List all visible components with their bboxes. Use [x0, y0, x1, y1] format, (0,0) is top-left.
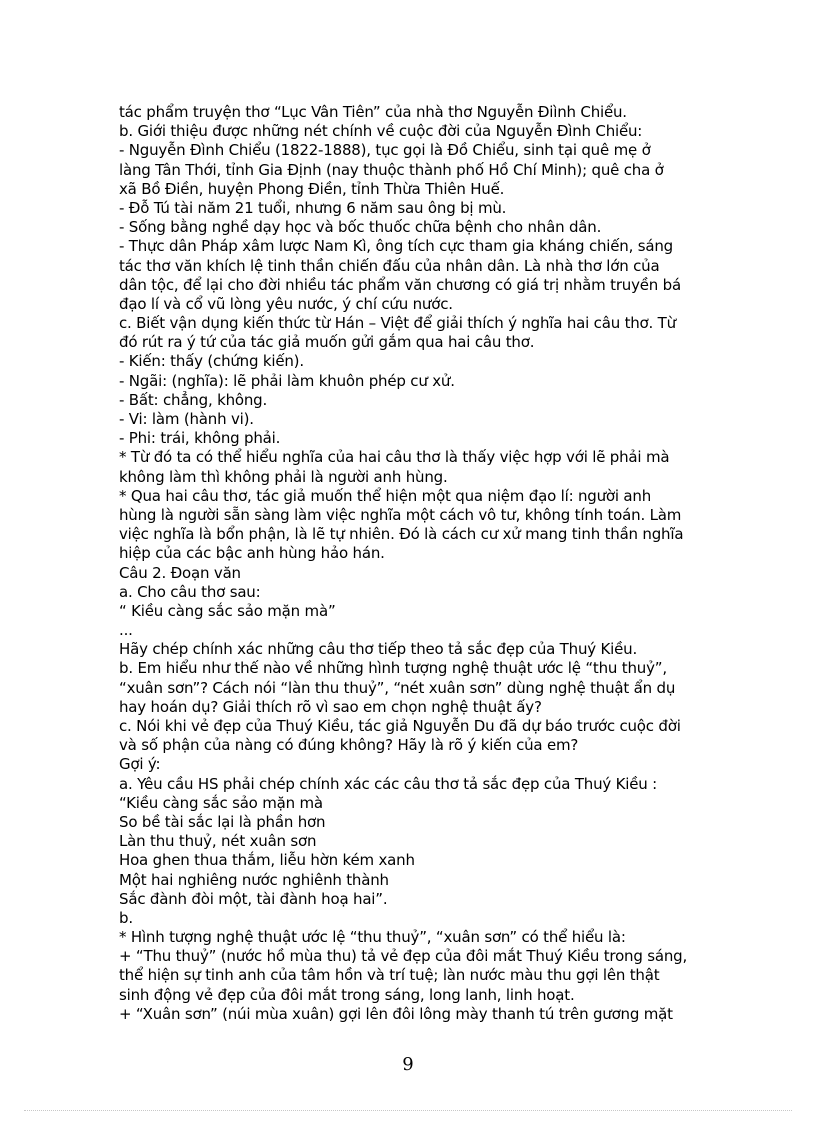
text-line: b. Em hiểu như thế nào về những hình tượng nghệ thuật ước lệ “thu thuỷ”, — [119, 659, 667, 678]
page-number: 9 — [402, 1054, 414, 1075]
text-line: hùng là người sẵn sàng làm việc nghĩa một cách vô tư, không tính toán. Làm — [119, 505, 682, 524]
body-text — [119, 103, 719, 1024]
text-line: - Sống bằng nghề dạy học và bốc thuốc chữa bệnh cho nhân dân. — [119, 218, 602, 237]
text-line: - Ngãi: (nghĩa): lẽ phải làm khuôn phép cư xử. — [119, 371, 455, 390]
text-line: và số phận của nàng có đúng không? Hãy là rõ ý kiến của em? — [119, 736, 579, 755]
text-line: b. Giới thiệu được những nét chính về cuộc đời của Nguyễn Đình Chiểu: — [119, 122, 643, 141]
text-line: Một hai nghiêng nước nghiênh thành — [119, 870, 389, 889]
text-line: Câu 2. Đoạn văn — [119, 563, 241, 582]
text-line: c. Nói khi vẻ đẹp của Thuý Kiều, tác giả Nguyễn Du đã dự báo trước cuộc đời — [119, 717, 681, 735]
text-line: đạo lí và cổ vũ lòng yêu nước, ý chí cứu nước. — [119, 294, 453, 313]
text-line: - Vi: làm (hành vi). — [119, 410, 254, 428]
text-line: a. Yêu cầu HS phải chép chính xác các câu thơ tả sắc đẹp của Thuý Kiều : — [119, 774, 658, 793]
text-line: thể hiện sự tinh anh của tâm hồn và trí tuệ; làn nước màu thu gợi lên thật — [119, 966, 660, 985]
text-line: So bề tài sắc lại là phần hơn — [119, 812, 326, 831]
text-line: xã Bồ Điền, huyện Phong Điền, tỉnh Thừa Thiên Huế. — [119, 179, 505, 198]
text-line: - Thực dân Pháp xâm lược Nam Kì, ông tích cực tham gia kháng chiến, sáng — [119, 237, 673, 256]
text-line: tác phẩm truyện thơ “Lục Vân Tiên” của nhà thơ Nguyễn Điình Chiểu. — [119, 103, 627, 121]
text-line: không làm thì không phải là người anh hùng. — [119, 467, 448, 486]
text-line: dân tộc, để lại cho đời nhiều tác phẩm văn chương có giá trị nhằm truyền bá — [119, 275, 681, 294]
text-line: “xuân sơn”? Cách nói “làn thu thuỷ”, “nét xuân sơn” dùng nghệ thuật ẩn dụ — [119, 678, 676, 697]
text-line: “Kiều càng sắc sảo mặn mà — [119, 793, 323, 812]
text-line: làng Tân Thới, tỉnh Gia Định (nay thuộc thành phố Hồ Chí Minh); quê cha ở — [119, 160, 664, 179]
text-line: đó rút ra ý tứ của tác giả muốn gửi gắm qua hai câu thơ. — [119, 333, 535, 352]
footer-divider — [24, 1110, 792, 1111]
text-line: + “Thu thuỷ” (nước hồ mùa thu) tả vẻ đẹp của đôi mắt Thuý Kiều trong sáng, — [119, 947, 688, 966]
text-line: “ Kiều càng sắc sảo mặn mà” — [119, 601, 336, 620]
text-line: * Qua hai câu thơ, tác giả muốn thể hiện một qua niệm đạo lí: người anh — [119, 486, 652, 505]
text-line: Hãy chép chính xác những câu thơ tiếp theo tả sắc đẹp của Thuý Kiều. — [119, 640, 638, 659]
text-line: sinh động vẻ đẹp của đôi mắt trong sáng, long lanh, linh hoạt. — [119, 985, 575, 1004]
text-line: Hoa ghen thua thắm, liễu hờn kém xanh — [119, 851, 415, 870]
text-line: hay hoán dụ? Giải thích rõ vì sao em chọn nghệ thuật ấy? — [119, 697, 542, 716]
text-line: Làn thu thuỷ, nét xuân sơn — [119, 832, 317, 851]
text-line: - Bất: chẳng, không. — [119, 390, 268, 409]
text-line: ... — [119, 621, 133, 640]
text-line: a. Cho câu thơ sau: — [119, 582, 261, 601]
text-line: việc nghĩa là bổn phận, là lẽ tự nhiên. Đó là cách cư xử mang tinh thần nghĩa — [119, 525, 684, 544]
text-line: Sắc đành đòi một, tài đành hoạ hai”. — [119, 889, 388, 908]
text-line: hiệp của các bậc anh hùng hảo hán. — [119, 544, 385, 563]
text-line: tác thơ văn khích lệ tinh thần chiến đấu của nhân dân. Là nhà thơ lớn của — [119, 256, 660, 275]
text-line: + “Xuân sơn” (núi mùa xuân) gợi lên đôi lông mày thanh tú trên gương mặt — [119, 1004, 673, 1023]
text-line: * Hình tượng nghệ thuật ước lệ “thu thuỷ”, “xuân sơn” có thể hiểu là: — [119, 928, 626, 947]
text-line: - Kiến: thấy (chứng kiến). — [119, 352, 304, 371]
text-line: - Phi: trái, không phải. — [119, 429, 281, 448]
text-line: - Đỗ Tú tài năm 21 tuổi, nhưng 6 năm sau ông bị mù. — [119, 198, 507, 217]
text-line: - Nguyễn Đình Chiểu (1822-1888), tục gọi là Đồ Chiểu, sinh tại quê mẹ ở — [119, 141, 651, 160]
text-line: * Từ đó ta có thể hiểu nghĩa của hai câu thơ là thấy việc hợp với lẽ phải mà — [119, 448, 670, 467]
text-line: c. Biết vận dụng kiến thức từ Hán – Việt để giải thích ý nghĩa hai câu thơ. Từ — [119, 314, 676, 333]
text-line: b. — [119, 908, 133, 927]
text-line: Gợi ý: — [119, 755, 161, 774]
